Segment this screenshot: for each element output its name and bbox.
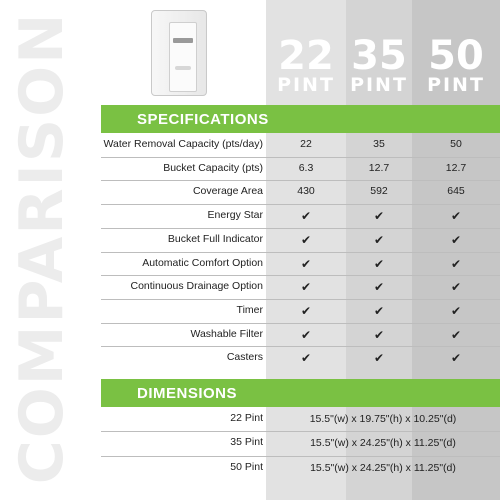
checkmark-icon: ✔	[373, 327, 385, 342]
column-header-unit: PINT	[277, 74, 335, 96]
spec-value: 6.3	[298, 161, 314, 174]
spec-value: 592	[370, 185, 388, 198]
column-header-22	[266, 33, 346, 96]
spec-value: 12.7	[368, 161, 390, 174]
spec-label: Energy Star	[207, 209, 263, 222]
checkmark-icon: ✔	[300, 351, 312, 366]
table-row	[101, 323, 500, 347]
table-row	[101, 299, 500, 323]
dimension-value: 15.5"(w) x 19.75"(h) x 10.25"(d)	[309, 413, 457, 425]
table-row	[101, 228, 500, 252]
dimension-value: 15.5"(w) x 24.25"(h) x 11.25"(d)	[310, 461, 456, 474]
table-row	[101, 252, 500, 276]
spec-label: Washable Filter	[190, 327, 263, 340]
checkmark-icon: ✔	[373, 209, 385, 224]
checkmark-icon: ✔	[450, 303, 462, 318]
spec-label: Bucket Full Indicator	[167, 232, 263, 245]
column-header-number: 35	[351, 33, 407, 79]
checkmark-icon: ✔	[300, 232, 312, 247]
dehumidifier-handle	[175, 66, 191, 70]
checkmark-icon: ✔	[373, 280, 385, 295]
column-header-35	[346, 33, 412, 96]
spec-value: 645	[447, 185, 465, 198]
checkmark-icon: ✔	[300, 303, 312, 318]
specifications-header	[101, 105, 500, 133]
dimension-label: 22 Pint	[230, 412, 263, 424]
column-header-50	[412, 33, 500, 96]
table-row	[101, 407, 500, 431]
checkmark-icon: ✔	[373, 256, 385, 271]
checkmark-icon: ✔	[300, 256, 312, 271]
table-row	[101, 275, 500, 299]
spec-value: 12.7	[445, 161, 467, 174]
column-header-unit: PINT	[350, 74, 408, 96]
spec-label: Timer	[236, 303, 263, 316]
spec-label: Casters	[226, 351, 263, 364]
dimension-label: 35 Pint	[230, 436, 263, 449]
spec-label: Continuous Drainage Option	[130, 280, 263, 293]
spec-label: Bucket Capacity (pts)	[163, 161, 263, 174]
table-row	[101, 133, 500, 157]
dimension-value: 15.5"(w) x 24.25"(h) x 11.25"(d)	[310, 437, 456, 450]
checkmark-icon: ✔	[450, 280, 462, 295]
column-header-number: 22	[278, 33, 334, 79]
checkmark-icon: ✔	[373, 351, 385, 366]
checkmark-icon: ✔	[450, 327, 462, 342]
table-row	[101, 456, 500, 480]
table-row	[101, 157, 500, 181]
checkmark-icon: ✔	[373, 303, 385, 318]
table-row	[101, 346, 500, 370]
checkmark-icon: ✔	[450, 351, 462, 366]
checkmark-icon: ✔	[450, 256, 462, 271]
table-row	[101, 204, 500, 228]
spec-value: 430	[297, 185, 315, 198]
checkmark-icon: ✔	[373, 232, 385, 247]
column-header-unit: PINT	[427, 74, 485, 96]
table-row	[101, 431, 500, 455]
dehumidifier-display	[173, 38, 193, 43]
dimension-label: 50 Pint	[230, 460, 263, 473]
comparison-title: COMPARISON	[7, 11, 77, 485]
checkmark-icon: ✔	[300, 209, 312, 224]
checkmark-icon: ✔	[300, 327, 312, 342]
dehumidifier-image	[145, 8, 213, 98]
spec-value: 35	[373, 138, 385, 150]
checkmark-icon: ✔	[300, 280, 312, 295]
spec-label: Water Removal Capacity (pts/day)	[103, 138, 263, 150]
checkmark-icon: ✔	[450, 209, 462, 224]
dimensions-header	[101, 379, 500, 407]
column-header-number: 50	[428, 33, 484, 79]
checkmark-icon: ✔	[450, 232, 462, 247]
table-row	[101, 180, 500, 204]
spec-label: Coverage Area	[192, 185, 263, 198]
dimensions-title: DIMENSIONS	[137, 385, 238, 402]
dehumidifier-bucket-panel	[169, 22, 197, 92]
specifications-title: SPECIFICATIONS	[137, 111, 269, 128]
spec-value: 22	[300, 138, 312, 150]
spec-label: Automatic Comfort Option	[142, 256, 263, 269]
spec-value: 50	[450, 138, 462, 150]
